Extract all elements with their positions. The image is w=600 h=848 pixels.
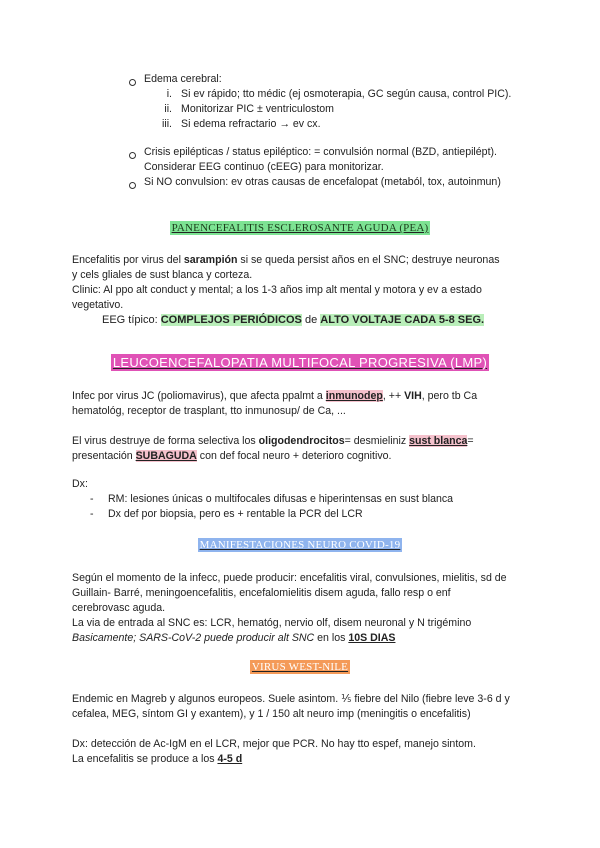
pea-paragraph: y cels gliales de sust blanca y corteza. xyxy=(72,269,253,281)
section-heading-covid: MANIFESTACIONES NEURO COVID-19 xyxy=(199,539,401,551)
roman-numeral: iii. xyxy=(161,118,172,130)
lmp-dx-item: RM: lesiones únicas o multifocales difusas e hiperintensas en sust blanca xyxy=(108,493,454,505)
section-heading-west-nile: VIRUS WEST-NILE xyxy=(251,661,349,673)
edema-item: Monitorizar PIC ± ventriculostom xyxy=(181,103,334,115)
covid-paragraph: La via de entrada al SNC es: LCR, hematóg, nervio olf, disem neuronal y N trigémino xyxy=(72,617,472,629)
edema-title: Edema cerebral: xyxy=(144,73,222,85)
pea-paragraph: Clinic: Al ppo alt conduct y mental; a los 1-3 años imp alt mental y motora y ev a estado xyxy=(72,284,482,296)
dash-bullet-icon: - xyxy=(90,508,94,520)
lmp-paragraph: Infec por virus JC (poliomavirus), que afecta ppalmt a inmunodep, ++ VIH, pero tb Ca xyxy=(72,390,478,402)
lmp-paragraph: hematológ, receptor de trasplant, tto inmunosup/ de Ca, ... xyxy=(72,405,346,417)
crisis-line: Crisis epilépticas / status epiléptico: = convulsión normal (BZD, antiepilépt). xyxy=(144,146,497,158)
dash-bullet-icon: - xyxy=(90,493,94,505)
roman-numeral: ii. xyxy=(164,103,172,115)
bullet-circle-icon xyxy=(129,152,136,159)
west-nile-paragraph: cefalea, MEG, síntom GI y exantem), y 1 / 150 alt neuro imp (meningitis o encefalitis) xyxy=(72,708,471,720)
pea-paragraph: vegetativo. xyxy=(72,299,124,311)
covid-paragraph: cerebrovasc aguda. xyxy=(72,602,166,614)
covid-paragraph: Guillain- Barré, meningoencefalitis, encefalomielitis disem aguda, fallo resp o enf xyxy=(72,587,451,599)
lmp-paragraph: presentación SUBAGUDA con def focal neuro + deterioro cognitivo. xyxy=(72,450,392,462)
pea-eeg-line: EEG típico: COMPLEJOS PERIÓDICOS de ALTO VOLTAJE CADA 5-8 SEG. xyxy=(102,314,485,326)
bullet-circle-icon xyxy=(129,79,136,86)
bullet-circle-icon xyxy=(129,182,136,189)
roman-numeral: i. xyxy=(166,88,172,100)
section-heading-lmp: LEUCOENCEFALOPATIA MULTIFOCAL PROGRESIVA (LMP) xyxy=(112,355,488,370)
lmp-dx-item: Dx def por biopsia, pero es + rentable la PCR del LCR xyxy=(108,508,363,520)
edema-item: Si edema refractario → ev cx. xyxy=(181,118,321,130)
pea-paragraph: Encefalitis por virus del sarampión si se queda persist años en el SNC; destruye neuronas xyxy=(72,254,500,266)
lmp-dx-label: Dx: xyxy=(72,478,88,490)
edema-item: Si ev rápido; tto médic (ej osmoterapia, GC según causa, control PIC). xyxy=(181,88,512,100)
covid-paragraph: Basicamente; SARS-CoV-2 puede producir alt SNC en los 10S DIAS xyxy=(72,632,396,644)
no-convulsion-line: Si NO convulsion: ev otras causas de encefalopat (metaból, tox, autoinmun) xyxy=(144,176,501,188)
covid-paragraph: Según el momento de la infecc, puede producir: encefalitis viral, convulsiones, mielitis, sd de xyxy=(72,572,507,584)
section-heading-pea: PANENCEFALITIS ESCLEROSANTE AGUDA (PEA) xyxy=(171,222,429,234)
west-nile-paragraph: Endemic en Magreb y algunos europeos. Suele asintom. ⅕ fiebre del Nilo (fiebre leve 3-6 d y xyxy=(72,693,510,705)
west-nile-paragraph: La encefalitis se produce a los 4-5 d xyxy=(72,753,243,765)
crisis-line: Considerar EEG continuo (cEEG) para monitorizar. xyxy=(144,161,384,173)
west-nile-paragraph: Dx: detección de Ac-IgM en el LCR, mejor que PCR. No hay tto espef, manejo sintom. xyxy=(72,738,476,750)
lmp-paragraph: El virus destruye de forma selectiva los oligodendrocitos= desmieliniz sust blanca= xyxy=(72,435,474,447)
